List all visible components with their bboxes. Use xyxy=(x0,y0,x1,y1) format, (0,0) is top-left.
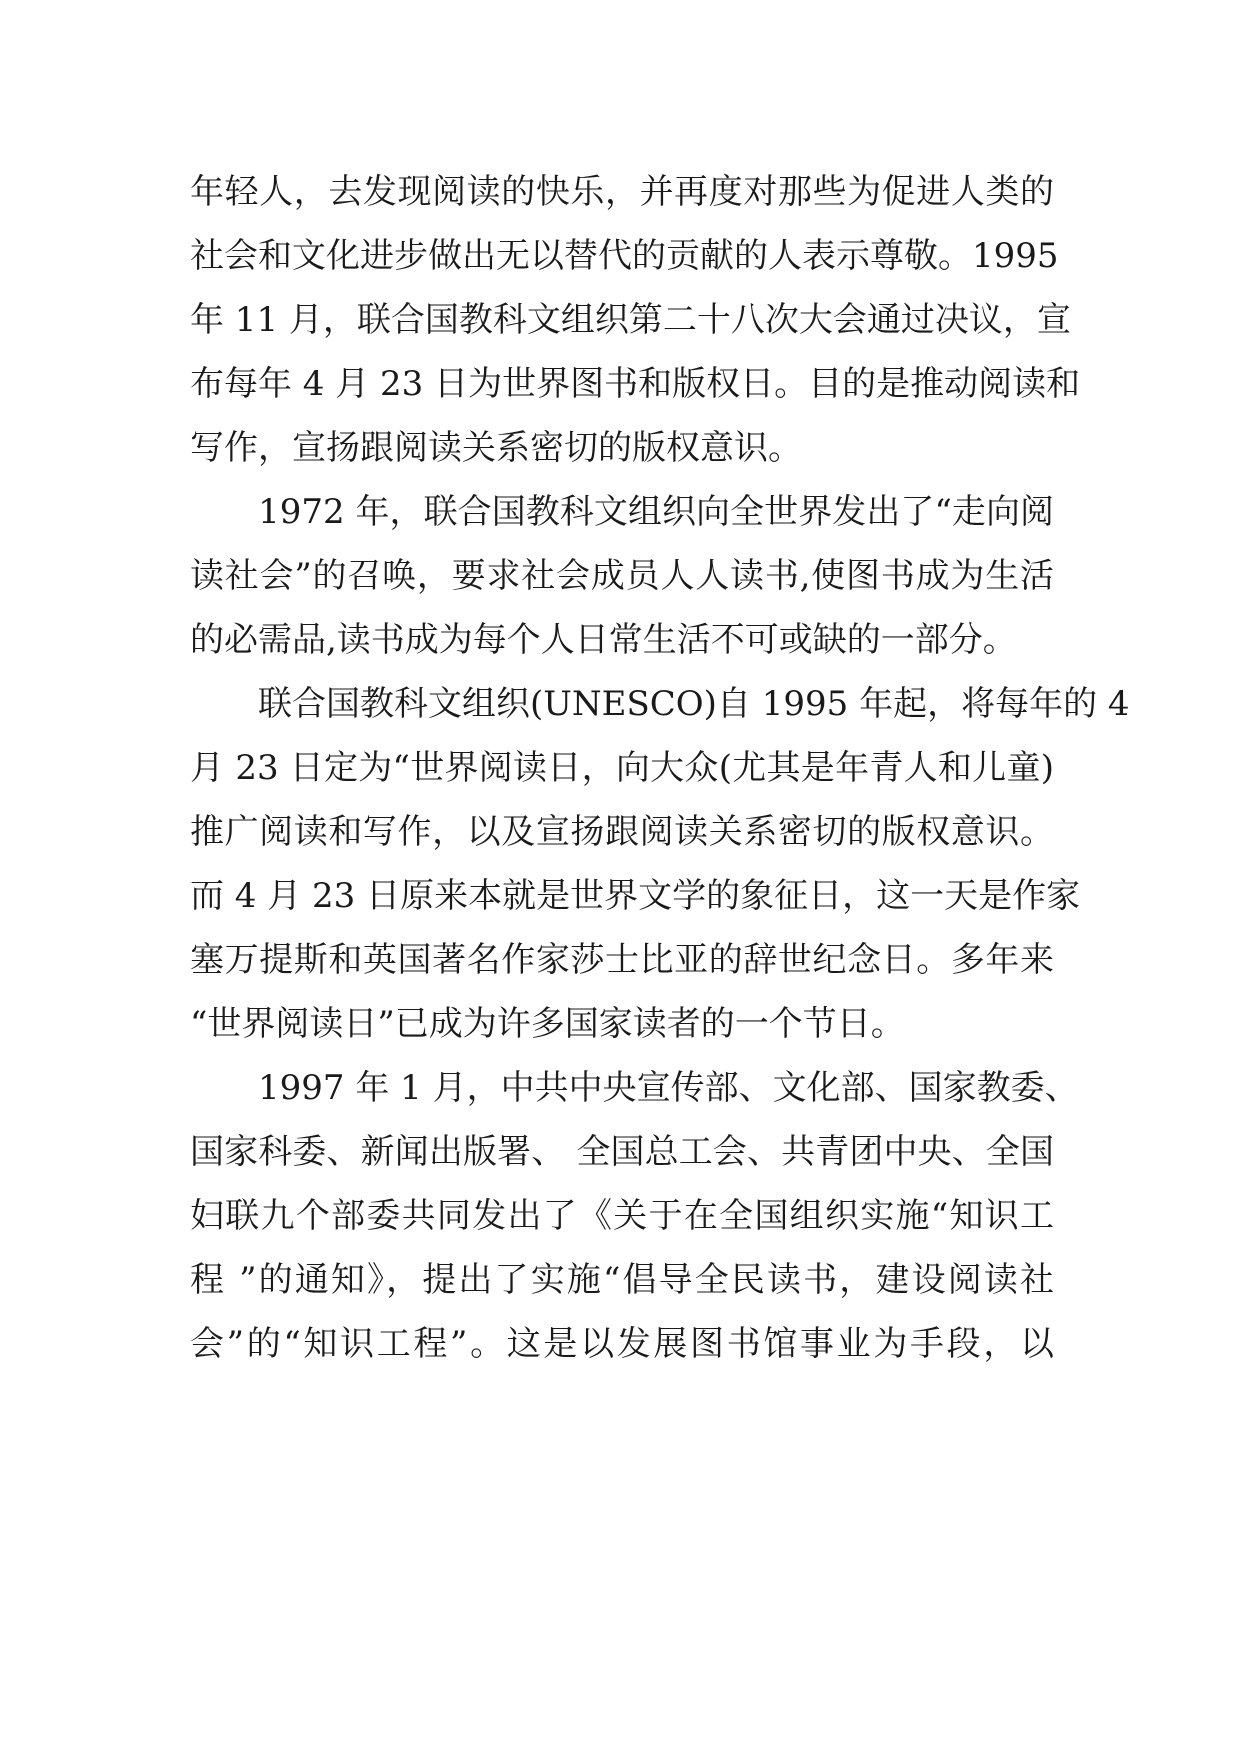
text-line: 布每年 4 月 23 日为世界图书和版权日。目的是推动阅读和 xyxy=(190,364,1081,404)
text-line: 妇联九个部委共同发出了《关于在全国组织实施“知识工 xyxy=(190,1196,1054,1236)
paragraph-4 xyxy=(190,1056,1079,1376)
paragraph-1 xyxy=(190,160,1081,480)
text-line: 国家科委、新闻出版署、 全国总工会、共青团中央、全国 xyxy=(190,1132,1054,1172)
text-line: 而 4 月 23 日原来本就是世界文学的象征日，这一天是作家 xyxy=(190,876,1081,916)
text-line: 社会和文化进步做出无以替代的贡献的人表示尊敬。1995 xyxy=(190,236,1059,276)
text-line: 程 ”的通知》，提出了实施“倡导全民读书，建设阅读社 xyxy=(190,1260,1054,1300)
text-line: 会”的“知识工程”。这是以发展图书馆事业为手段，以 xyxy=(190,1324,1054,1364)
paragraph-3 xyxy=(190,672,1130,1056)
text-line: 年 11 月，联合国教科文组织第二十八次大会通过决议，宣 xyxy=(190,300,1071,340)
text-line: 月 23 日定为“世界阅读日，向大众(尤其是年青人和儿童) xyxy=(190,748,1054,788)
text-line: 联合国教科文组织(UNESCO)自 1995 年起，将每年的 4 xyxy=(190,684,1130,724)
text-line: 年轻人，去发现阅读的快乐，并再度对那些为促进人类的 xyxy=(190,172,1054,212)
text-line: 推广阅读和写作，以及宣扬跟阅读关系密切的版权意识。 xyxy=(190,812,1054,852)
paragraph-2 xyxy=(190,480,1054,672)
text-line: 读社会”的召唤，要求社会成员人人读书,使图书成为生活 xyxy=(190,556,1054,596)
text-line: “世界阅读日”已成为许多国家读者的一个节日。 xyxy=(190,1004,905,1044)
text-line: 1997 年 1 月，中共中央宣传部、文化部、国家教委、 xyxy=(190,1068,1079,1108)
text-line: 塞万提斯和英国著名作家莎士比亚的辞世纪念日。多年来 xyxy=(190,940,1054,980)
text-line: 的必需品,读书成为每个人日常生活不可或缺的一部分。 xyxy=(190,620,1017,660)
text-line: 1972 年，联合国教科文组织向全世界发出了“走向阅 xyxy=(190,492,1054,532)
document-page xyxy=(190,160,1130,1376)
text-line: 写作，宣扬跟阅读关系密切的版权意识。 xyxy=(190,428,802,468)
